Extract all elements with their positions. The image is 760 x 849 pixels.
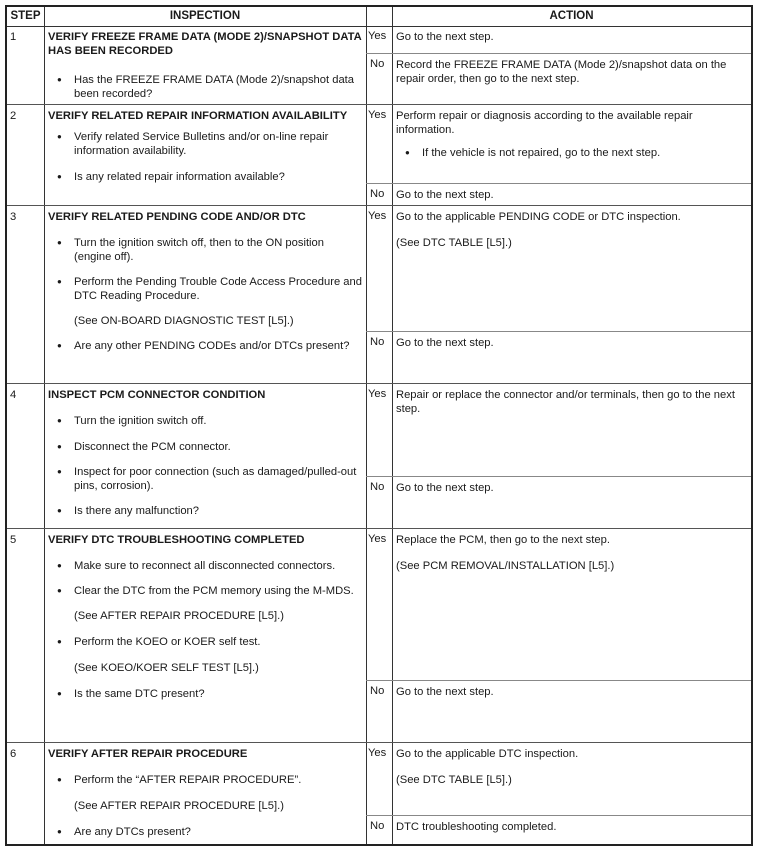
yes-no-divider	[366, 680, 751, 681]
column-divider	[44, 7, 45, 844]
inspection-bullet: ● Has the FREEZE FRAME DATA (Mode 2)/snapshot data been recorded?	[48, 73, 364, 101]
yes-label: Yes	[368, 210, 387, 222]
yes-label: Yes	[368, 533, 387, 545]
row-divider	[7, 104, 751, 105]
row-divider	[7, 742, 751, 743]
no-label: No	[370, 820, 385, 832]
yes-action: Repair or replace the connector and/or terminals, then go to the next step.	[396, 389, 735, 415]
step-title: VERIFY AFTER REPAIR PROCEDURE	[48, 748, 248, 760]
header-divider	[7, 26, 751, 27]
inspection-note: (See ON-BOARD DIAGNOSTIC TEST [L5].)	[74, 315, 294, 327]
no-action: Go to the next step.	[396, 482, 494, 494]
no-label: No	[370, 685, 385, 697]
inspection-bullet: ● Verify related Service Bulletins and/or on-line repair information availability.	[48, 130, 364, 158]
yes-action-bullet: ● If the vehicle is not repaired, go to the next step.	[396, 146, 748, 160]
inspection-bullet: ● Are any DTCs present?	[48, 825, 364, 839]
no-label: No	[370, 58, 385, 70]
inspection-bullet: ● Turn the ignition switch off.	[48, 414, 364, 428]
no-action: Record the FREEZE FRAME DATA (Mode 2)/snapshot data on the repair order, then go to the next step.	[396, 59, 727, 85]
inspection-bullet: ● Turn the ignition switch off, then to the ON position (engine off).	[48, 236, 364, 264]
yes-label: Yes	[368, 747, 387, 759]
yes-action-reference: (See PCM REMOVAL/INSTALLATION [L5].)	[396, 560, 615, 572]
no-label: No	[370, 188, 385, 200]
yes-no-divider	[366, 183, 751, 184]
inspection-note: (See AFTER REPAIR PROCEDURE [L5].)	[74, 800, 284, 812]
row-divider	[7, 528, 751, 529]
yes-action: Go to the applicable PENDING CODE or DTC inspection.	[396, 211, 681, 223]
row-divider	[7, 383, 751, 384]
inspection-bullet: ● Is any related repair information available?	[48, 170, 364, 184]
no-action: DTC troubleshooting completed.	[396, 821, 557, 833]
step-number: 5	[10, 534, 17, 546]
inspection-bullet: ● Perform the “AFTER REPAIR PROCEDURE”.	[48, 773, 364, 787]
header-step: STEP	[10, 10, 41, 22]
row-divider	[7, 205, 751, 206]
yes-no-divider	[366, 815, 751, 816]
step-number: 3	[10, 211, 17, 223]
inspection-bullet: ● Is the same DTC present?	[48, 687, 364, 701]
header-inspection: INSPECTION	[169, 10, 241, 22]
inspection-bullet: ● Perform the KOEO or KOER self test.	[48, 635, 364, 649]
no-action: Go to the next step.	[396, 686, 494, 698]
step-title: VERIFY DTC TROUBLESHOOTING COMPLETED	[48, 534, 305, 546]
step-number: 6	[10, 748, 17, 760]
column-divider	[366, 7, 367, 844]
inspection-bullet: ● Inspect for poor connection (such as damaged/pulled-out pins, corrosion).	[48, 465, 364, 493]
no-action: Go to the next step.	[396, 189, 494, 201]
yes-action: Perform repair or diagnosis according to the available repair information.	[396, 110, 693, 136]
diagnostic-procedure-table	[5, 5, 753, 846]
step-number: 1	[10, 31, 17, 43]
step-title: INSPECT PCM CONNECTOR CONDITION	[48, 389, 266, 401]
yes-action-reference: (See DTC TABLE [L5].)	[396, 237, 512, 249]
inspection-bullet: ● Perform the Pending Trouble Code Access Procedure and DTC Reading Procedure.	[48, 275, 364, 303]
yes-no-divider	[366, 476, 751, 477]
inspection-bullet: ● Make sure to reconnect all disconnected connectors.	[48, 559, 364, 573]
step-title: VERIFY RELATED REPAIR INFORMATION AVAILABILITY	[48, 110, 348, 122]
yes-action: Replace the PCM, then go to the next step.	[396, 534, 610, 546]
step-title: VERIFY RELATED PENDING CODE AND/OR DTC	[48, 211, 306, 223]
step-number: 2	[10, 110, 17, 122]
yes-action: Go to the applicable DTC inspection.	[396, 748, 579, 760]
header-action: ACTION	[549, 10, 594, 22]
yes-no-divider	[366, 331, 751, 332]
yes-action-reference: (See DTC TABLE [L5].)	[396, 774, 512, 786]
no-label: No	[370, 481, 385, 493]
column-divider	[392, 7, 393, 844]
yes-label: Yes	[368, 109, 387, 121]
inspection-bullet: ● Is there any malfunction?	[48, 504, 364, 518]
yes-no-divider	[366, 53, 751, 54]
inspection-bullet: ● Are any other PENDING CODEs and/or DTCs present?	[48, 339, 364, 353]
yes-label: Yes	[368, 388, 387, 400]
inspection-note: (See KOEO/KOER SELF TEST [L5].)	[74, 662, 259, 674]
step-title: VERIFY FREEZE FRAME DATA (MODE 2)/SNAPSHOT DATA HAS BEEN RECORDED	[48, 31, 362, 57]
yes-action: Go to the next step.	[396, 31, 494, 43]
inspection-note: (See AFTER REPAIR PROCEDURE [L5].)	[74, 610, 284, 622]
inspection-bullet: ● Disconnect the PCM connector.	[48, 440, 364, 454]
yes-label: Yes	[368, 30, 387, 42]
no-action: Go to the next step.	[396, 337, 494, 349]
step-number: 4	[10, 389, 17, 401]
inspection-bullet: ● Clear the DTC from the PCM memory using the M-MDS.	[48, 584, 364, 598]
no-label: No	[370, 336, 385, 348]
